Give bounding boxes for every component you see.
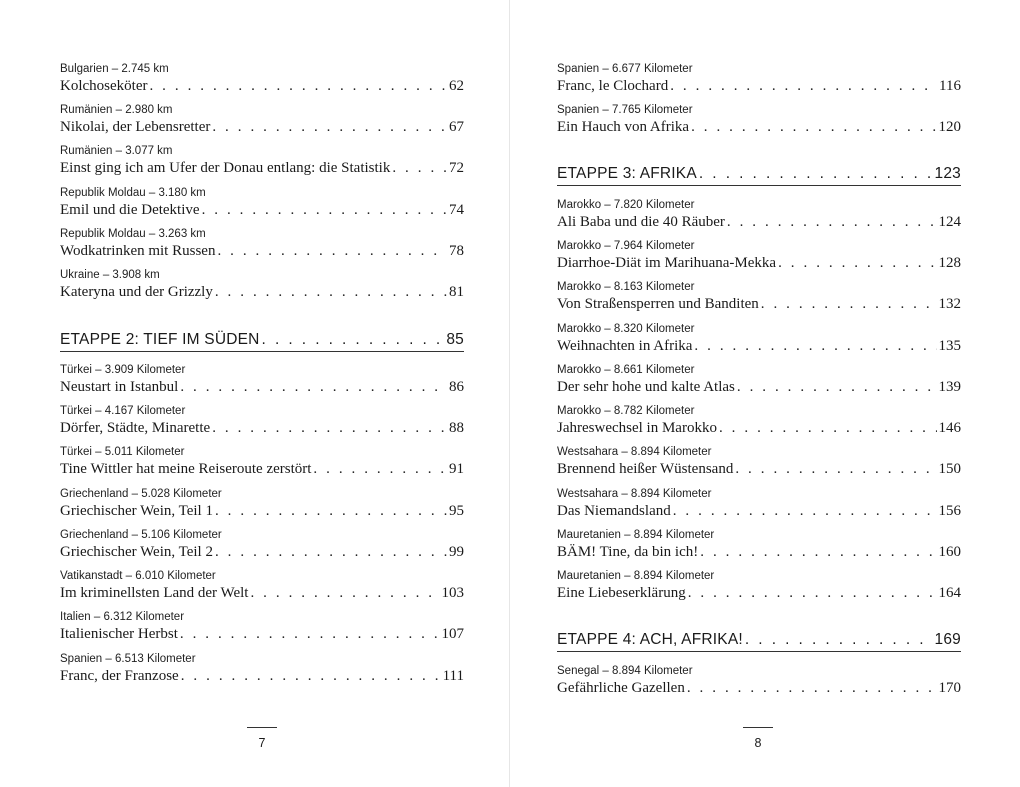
toc-entry: [60, 227, 464, 261]
entry-title: Ein Hauch von Afrika: [557, 119, 690, 135]
toc-entry: [60, 62, 464, 96]
entry-page: 120: [938, 119, 961, 135]
toc-entry: [60, 569, 464, 603]
entry-location: Spanien – 6.513 Kilometer: [60, 653, 196, 665]
leader-dots: [215, 283, 447, 302]
toc-entry: [557, 664, 961, 698]
leader-dots: [778, 254, 936, 273]
page-number: [247, 727, 277, 750]
entry-page: 88: [449, 420, 464, 436]
entry-location: Rumänien – 3.077 km: [60, 145, 173, 157]
toc-entry: [557, 322, 961, 356]
page-number-text: 7: [258, 736, 266, 750]
entry-title: Der sehr hohe und kalte Atlas: [557, 379, 735, 395]
entry-page: 146: [938, 420, 961, 436]
entry-location: Republik Moldau – 3.263 km: [60, 228, 206, 240]
entry-title: Einst ging ich am Ufer der Donau entlang: die Statistik: [60, 160, 391, 176]
leader-dots: [745, 630, 933, 650]
entry-page: 116: [939, 78, 961, 94]
right-page: [557, 0, 961, 787]
entry-title: Im kriminellsten Land der Welt: [60, 585, 249, 601]
entry-page: 139: [938, 379, 961, 395]
leader-dots: [670, 77, 937, 96]
leader-dots: [691, 118, 936, 137]
leader-dots: [694, 337, 936, 356]
toc-entry: [60, 186, 464, 220]
entry-page: 91: [449, 461, 464, 477]
toc-entry: [557, 103, 961, 137]
entry-page: 67: [449, 119, 464, 135]
entry-title: Griechischer Wein, Teil 1: [60, 503, 213, 519]
toc-entry: [557, 487, 961, 521]
entry-location: Senegal – 8.894 Kilometer: [557, 665, 693, 677]
section-heading: [557, 630, 961, 652]
page-number-text: 8: [754, 736, 762, 750]
folio-rule: [247, 727, 277, 728]
toc-entry: [60, 404, 464, 438]
section-page: 169: [934, 631, 961, 648]
entry-location: Mauretanien – 8.894 Kilometer: [557, 570, 715, 582]
toc-entry: [557, 404, 961, 438]
entry-title: Franc, le Clochard: [557, 78, 669, 94]
entry-page: 78: [449, 243, 464, 259]
entry-page: 111: [442, 668, 464, 684]
toc-entry: [60, 103, 464, 137]
leader-dots: [719, 419, 937, 438]
toc-entry: [557, 363, 961, 397]
entry-title: Weihnachten in Afrika: [557, 338, 693, 354]
entry-title: Ali Baba und die 40 Räuber: [557, 214, 725, 230]
leader-dots: [313, 460, 447, 479]
entry-page: 135: [938, 338, 961, 354]
entry-title: Wodkatrinken mit Russen: [60, 243, 216, 259]
left-page: [60, 0, 464, 787]
toc-entry: [557, 569, 961, 603]
entry-title: Jahreswechsel in Marokko: [557, 420, 717, 436]
entry-title: BÄM! Tine, da bin ich!: [557, 544, 699, 560]
leader-dots: [687, 679, 937, 698]
entry-location: Marokko – 7.964 Kilometer: [557, 240, 695, 252]
section-heading: [557, 164, 961, 186]
entry-page: 107: [441, 626, 464, 642]
entry-location: Westsahara – 8.894 Kilometer: [557, 446, 712, 458]
entry-title: Neustart in Istanbul: [60, 379, 179, 395]
section-page: 123: [934, 165, 961, 182]
entry-location: Griechenland – 5.106 Kilometer: [60, 529, 222, 541]
leader-dots: [149, 77, 447, 96]
entry-location: Mauretanien – 8.894 Kilometer: [557, 529, 715, 541]
entry-page: 86: [449, 379, 464, 395]
section-heading: [60, 330, 464, 352]
entry-location: Rumänien – 2.980 km: [60, 104, 173, 116]
entry-page: 74: [449, 202, 464, 218]
entry-title: Von Straßensperren und Banditen: [557, 296, 759, 312]
entry-page: 103: [441, 585, 464, 601]
leader-dots: [761, 295, 937, 314]
leader-dots: [215, 502, 447, 521]
entry-location: Vatikanstadt – 6.010 Kilometer: [60, 570, 216, 582]
entry-location: Spanien – 6.677 Kilometer: [557, 63, 693, 75]
section-title: ETAPPE 4: ACH, AFRIKA!: [557, 631, 743, 648]
leader-dots: [392, 159, 447, 178]
toc-entry: [557, 280, 961, 314]
leader-dots: [727, 213, 937, 232]
entry-location: Marokko – 7.820 Kilometer: [557, 199, 695, 211]
entry-location: Republik Moldau – 3.180 km: [60, 187, 206, 199]
entry-location: Marokko – 8.661 Kilometer: [557, 364, 695, 376]
entry-title: Griechischer Wein, Teil 2: [60, 544, 213, 560]
leader-dots: [737, 378, 937, 397]
leader-dots: [180, 625, 440, 644]
entry-page: 160: [938, 544, 961, 560]
toc-entry: [60, 652, 464, 686]
entry-location: Westsahara – 8.894 Kilometer: [557, 488, 712, 500]
leader-dots: [180, 378, 447, 397]
leader-dots: [212, 118, 447, 137]
entry-title: Das Niemandsland: [557, 503, 671, 519]
entry-title: Diarrhoe-Diät im Marihuana-Mekka: [557, 255, 777, 271]
toc-entry: [557, 445, 961, 479]
entry-page: 81: [449, 284, 464, 300]
entry-page: 62: [449, 78, 464, 94]
entry-page: 150: [938, 461, 961, 477]
toc-entry: [60, 487, 464, 521]
leader-dots: [262, 330, 445, 350]
entry-page: 72: [449, 160, 464, 176]
entry-page: 128: [938, 255, 961, 271]
entry-title: Brennend heißer Wüstensand: [557, 461, 734, 477]
leader-dots: [181, 667, 441, 686]
entry-location: Marokko – 8.320 Kilometer: [557, 323, 695, 335]
leader-dots: [250, 584, 439, 603]
entry-location: Türkei – 3.909 Kilometer: [60, 364, 186, 376]
section-title: ETAPPE 3: AFRIKA: [557, 165, 697, 182]
entry-title: Italienischer Herbst: [60, 626, 178, 642]
entry-location: Griechenland – 5.028 Kilometer: [60, 488, 222, 500]
entry-location: Ukraine – 3.908 km: [60, 269, 160, 281]
entry-location: Marokko – 8.163 Kilometer: [557, 281, 695, 293]
entry-page: 132: [938, 296, 961, 312]
leader-dots: [735, 460, 936, 479]
toc-entry: [60, 268, 464, 302]
entry-title: Tine Wittler hat meine Reiseroute zerstört: [60, 461, 312, 477]
entry-location: Türkei – 4.167 Kilometer: [60, 405, 186, 417]
entry-page: 95: [449, 503, 464, 519]
section-page: 85: [446, 331, 464, 348]
folio-rule: [743, 727, 773, 728]
entry-title: Dörfer, Städte, Minarette: [60, 420, 211, 436]
leader-dots: [212, 419, 447, 438]
section-title: ETAPPE 2: TIEF IM SÜDEN: [60, 331, 260, 348]
toc-entry: [60, 528, 464, 562]
toc-entry: [557, 528, 961, 562]
leader-dots: [700, 543, 936, 562]
entry-title: Kateryna und der Grizzly: [60, 284, 213, 300]
entry-title: Gefährliche Gazellen: [557, 680, 685, 696]
toc-entry: [557, 198, 961, 232]
page-number: [743, 727, 773, 750]
entry-page: 124: [938, 214, 961, 230]
entry-location: Marokko – 8.782 Kilometer: [557, 405, 695, 417]
entry-title: Eine Liebeserklärung: [557, 585, 686, 601]
toc-entry: [557, 62, 961, 96]
toc-entry: [60, 144, 464, 178]
entry-page: 99: [449, 544, 464, 560]
entry-title: Franc, der Franzose: [60, 668, 179, 684]
toc-entry: [60, 610, 464, 644]
entry-location: Spanien – 7.765 Kilometer: [557, 104, 693, 116]
page-gutter: [509, 0, 510, 787]
leader-dots: [217, 242, 447, 261]
toc-entry: [60, 445, 464, 479]
leader-dots: [688, 584, 937, 603]
leader-dots: [699, 164, 933, 184]
entry-page: 170: [938, 680, 961, 696]
entry-title: Emil und die Detektive: [60, 202, 200, 218]
entry-page: 156: [938, 503, 961, 519]
toc-entry: [557, 239, 961, 273]
entry-location: Italien – 6.312 Kilometer: [60, 611, 185, 623]
leader-dots: [202, 201, 447, 220]
entry-page: 164: [938, 585, 961, 601]
leader-dots: [673, 502, 937, 521]
entry-title: Nikolai, der Lebensretter: [60, 119, 211, 135]
entry-location: Türkei – 5.011 Kilometer: [60, 446, 185, 458]
leader-dots: [215, 543, 447, 562]
entry-title: Kolchoseköter: [60, 78, 148, 94]
entry-location: Bulgarien – 2.745 km: [60, 63, 169, 75]
toc-entry: [60, 363, 464, 397]
